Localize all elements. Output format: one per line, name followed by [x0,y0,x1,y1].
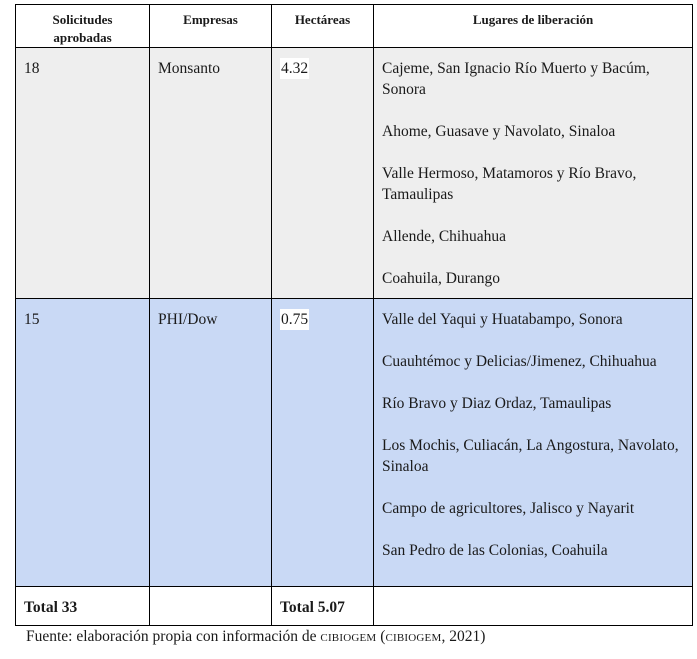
source-prefix: Fuente: elaboración propia con información de [26,628,321,645]
hectareas-cell [272,48,374,299]
source-suffix: , 2021) [441,628,486,645]
solicitudes-value: 18 [24,60,40,77]
place-item: Campo de agricultores, Jalisco y Nayarit [382,500,635,517]
table-row [16,48,693,299]
release-sites-table [15,4,693,626]
header-lugares: Lugares de liberación [374,5,693,48]
table-row [16,299,693,587]
total-lugares-cell [374,587,693,626]
lugares-cell [374,299,693,587]
total-hectareas-cell [272,587,374,626]
empresa-value: Monsanto [158,60,220,77]
place-item: Cuauhtémoc y Delicias/Jimenez, Chihuahua [382,353,657,370]
place-item: Los Mochis, Culiacán, La Angostura, Navolato, Sinaloa [382,437,679,475]
hectareas-value: 4.32 [281,60,309,77]
hectareas-value: 0.75 [281,311,309,328]
place-list [374,299,692,565]
place-item: Ahome, Guasave y Navolato, Sinaloa [382,123,616,140]
empresa-cell [150,299,272,587]
total-empresas-cell [150,587,272,626]
totals-row [16,587,693,626]
place-item: Coahuila, Durango [382,270,500,287]
header-empresas: Empresas [150,5,272,48]
place-item: San Pedro de las Colonias, Coahuila [382,542,608,559]
solicitudes-cell [16,48,150,299]
solicitudes-cell [16,299,150,587]
place-list [374,48,692,293]
place-item: Cajeme, San Ignacio Río Muerto y Bacúm, Sonora [382,60,650,98]
header-row [16,5,693,48]
solicitudes-value: 15 [24,311,40,328]
total-solicitudes-cell [16,587,150,626]
total-hectareas: Total 5.07 [280,599,345,616]
header-solicitudes: Solicitudes aprobadas [16,5,150,48]
total-solicitudes: Total 33 [24,599,78,616]
source-org: cibiogem [320,628,377,645]
place-item: Valle del Yaqui y Huatabampo, Sonora [382,311,623,328]
header-hectareas: Hectáreas [272,5,374,48]
hectareas-cell [272,299,374,587]
place-item: Valle Hermoso, Matamoros y Río Bravo, Tamaulipas [382,165,637,203]
place-item: Allende, Chihuahua [382,228,506,245]
empresa-cell [150,48,272,299]
empresa-value: PHI/Dow [158,311,218,328]
source-note [26,627,485,647]
place-item: Río Bravo y Diaz Ordaz, Tamaulipas [382,395,612,412]
source-org-citation: cibiogem [385,628,442,645]
lugares-cell [374,48,693,299]
source-open: ( [376,628,386,645]
